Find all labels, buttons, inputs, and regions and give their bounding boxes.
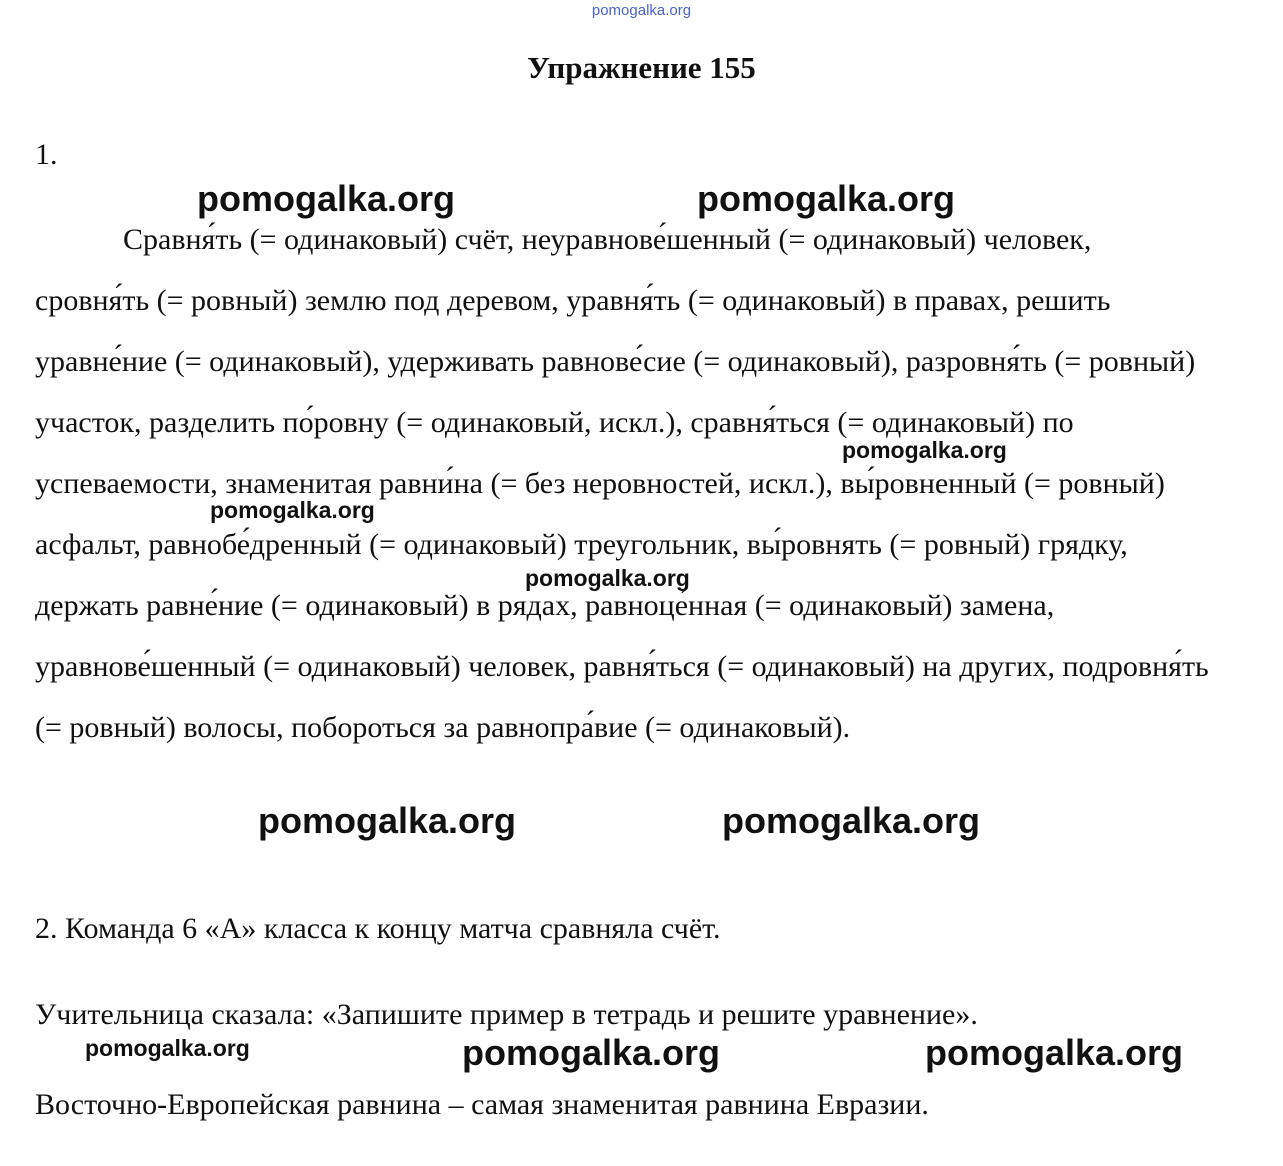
watermark: pomogalka.org <box>697 178 956 219</box>
watermark: pomogalka.org <box>525 565 690 591</box>
watermark: pomogalka.org <box>258 800 517 841</box>
watermark: pomogalka.org <box>210 497 375 523</box>
watermark: pomogalka.org <box>197 178 456 219</box>
sentence-1: 2. Команда 6 «А» класса к концу матча сравняла счёт. <box>35 912 721 945</box>
top-watermark: pomogalka.org <box>591 2 692 19</box>
watermark: pomogalka.org <box>85 1035 250 1061</box>
exercise-title: Упражнение 155 <box>527 50 756 85</box>
watermark: pomogalka.org <box>925 1032 1184 1073</box>
watermark: pomogalka.org <box>462 1032 721 1073</box>
watermark: pomogalka.org <box>842 437 1007 463</box>
watermark: pomogalka.org <box>722 800 981 841</box>
section-1-number: 1. <box>35 138 58 171</box>
sentence-3: Восточно-Европейская равнина – самая знаменитая равнина Евразии. <box>35 1088 929 1121</box>
word-list-paragraph: Сравня́ть (= одинаковый) счёт, неуравнове́шенный (= одинаковый) человек, сровня́ть (= ровный) землю под деревом, уравня́ть (= одинаковый) в правах, решить уравне́ние (= одинаковый), удерживать равнове́сие (= одинаковый), разровня́ть (= ровный) участок, разделить по́ровну (= одинаковый, искл.), сравня́ться (= одинаковый) по успеваемости, знаменитая равни́на (= без неровностей, искл.), вы́ровненный (= ровный) асфальт, равнобе́дренный (= одинаковый) треугольник, вы́ровнять (= ровный) грядку, держать равне́ние (= одинаковый) в рядах, равноце́нная (= одинаковый) замена, уравнове́шенный (= одинаковый) человек, равня́ться (= одинаковый) на других, подровня́ть (= ровный) волосы, побороться за равнопра́вие (= одинаковый). <box>35 223 1209 744</box>
sentence-2: Учительница сказала: «Запишите пример в тетрадь и решите уравнение». <box>35 998 978 1031</box>
